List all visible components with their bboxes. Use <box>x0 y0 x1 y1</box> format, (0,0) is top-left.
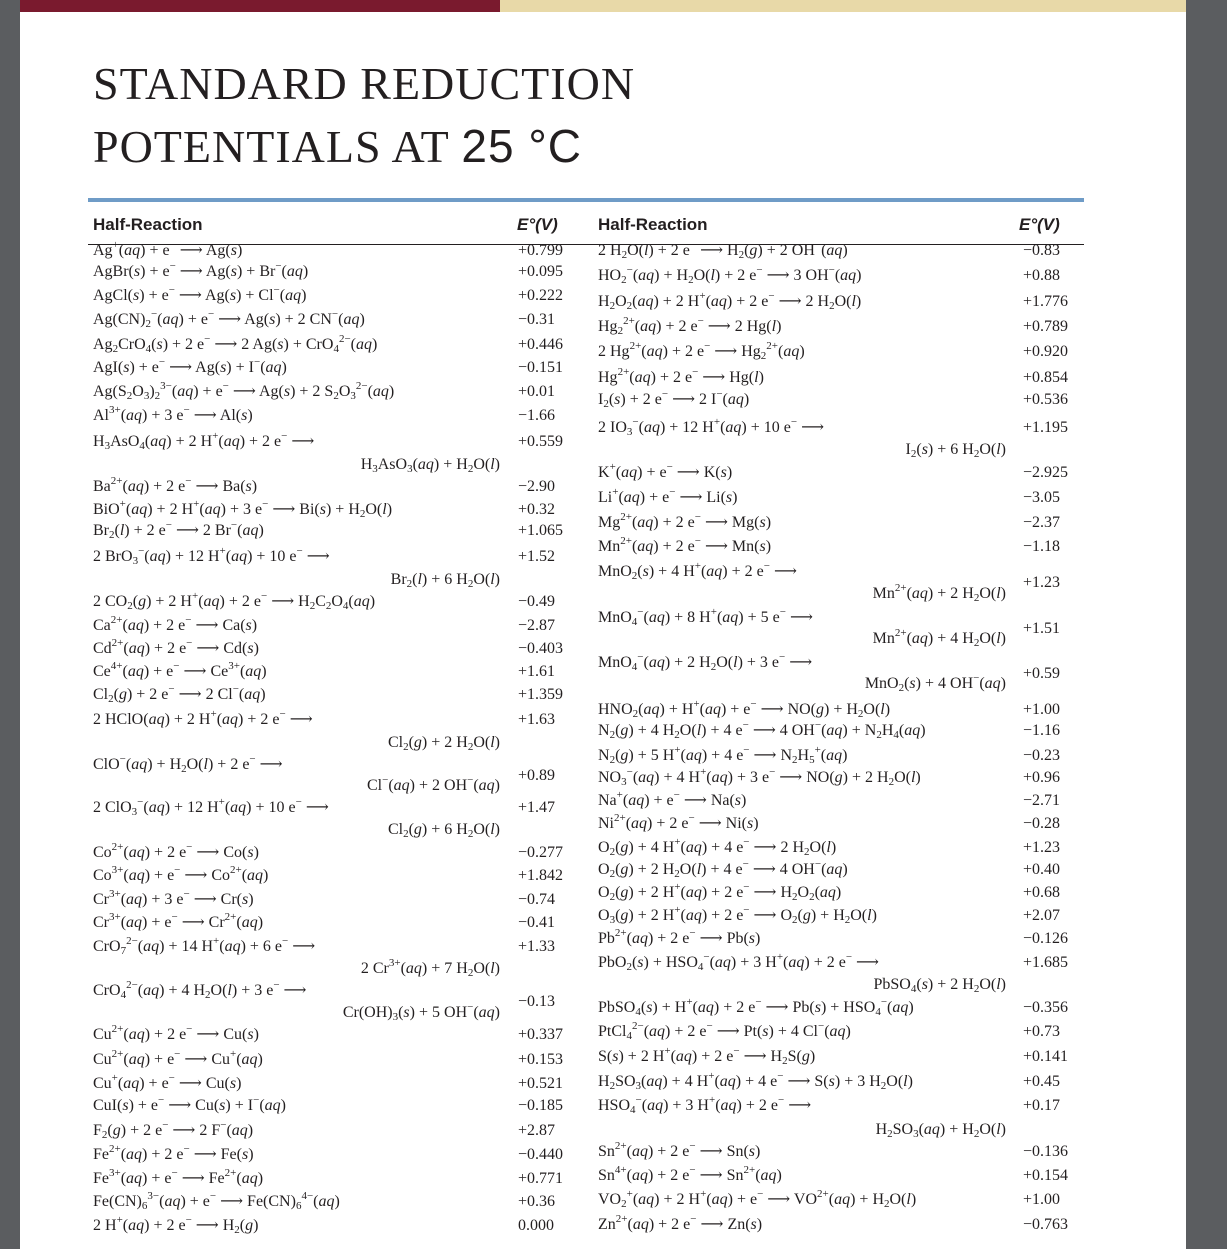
right-potential-value: +0.17 <box>1023 1097 1061 1114</box>
document-page <box>20 12 1186 1249</box>
left-potential-value: −0.440 <box>518 1146 564 1163</box>
right-half-reaction: $Hg^{2+}(aq) + 2$ e− ⟶ Hg(l) <box>598 366 764 386</box>
title-line-1: STANDARD REDUCTION <box>93 58 636 109</box>
left-potential-value: −0.74 <box>518 891 556 908</box>
left-half-reaction: $Fe(CN)_6^{3-}(aq) + e^-$ ⟶ $Fe(CN)_6^{4-}(aq)$ <box>93 1190 340 1212</box>
right-potential-value: −0.23 <box>1023 747 1061 764</box>
right-half-reaction: $Sn^{2+}(aq) + 2$ e− ⟶ Sn(s) <box>598 1140 761 1160</box>
left-potential-value: −0.49 <box>518 593 556 610</box>
right-half-reaction: $O_2(g) + 2$ $H_2O(l) + 4$ e− ⟶ 4 OH−(aq) <box>598 858 848 880</box>
right-potential-value: +0.141 <box>1023 1048 1069 1065</box>
left-potential-value: +0.095 <box>518 263 564 280</box>
left-potential-value: +0.799 <box>518 242 564 259</box>
right-half-reaction: K+(aq) + e− ⟶ K(s) <box>598 461 733 481</box>
left-potential-value: −0.41 <box>518 914 556 931</box>
left-potential-value: +0.89 <box>518 767 556 784</box>
left-potential-value: −0.185 <box>518 1097 564 1114</box>
left-half-reaction: $Cl_2(g) + 2$ e− ⟶ 2 Cl−(aq) <box>93 683 266 705</box>
right-potential-value: +0.73 <box>1023 1023 1061 1040</box>
right-half-reaction: $Ni^{2+}(aq) + 2$ e− ⟶ Ni(s) <box>598 812 759 832</box>
left-half-reaction: $ClO^-(aq) + H_2O(l) + 2$ e− ⟶ <box>93 753 283 775</box>
right-potential-value: −0.126 <box>1023 930 1069 947</box>
left-potential-value: −1.66 <box>518 407 556 424</box>
left-potential-value: 0.000 <box>518 1217 554 1234</box>
right-half-reaction: S(s) + 2 H+(aq) + 2 e− ⟶ $H_2S(g)$ <box>598 1045 816 1067</box>
left-potential-value: +0.559 <box>518 433 564 450</box>
left-potential-value: +0.36 <box>518 1193 556 1210</box>
right-potential-value: +0.40 <box>1023 861 1061 878</box>
left-half-reaction: CuI(s) + e− ⟶ Cu(s) + I−(aq) <box>93 1094 286 1114</box>
left-half-reaction: AgBr(s) + e− ⟶ Ag(s) + Br−(aq) <box>93 260 309 280</box>
right-half-reaction: $Sn^{4+}(aq) + 2$ e− ⟶ $Sn^{2+}(aq)$ <box>598 1164 782 1184</box>
left-potential-value: +0.446 <box>518 336 564 353</box>
left-potential-value: +1.065 <box>518 522 564 539</box>
right-header-potential: E°(V) <box>1019 215 1060 234</box>
left-potential-value: −2.87 <box>518 617 556 634</box>
left-potential-value: +1.63 <box>518 711 556 728</box>
left-header-potential: E°(V) <box>517 215 558 234</box>
left-potential-value: −0.277 <box>518 844 564 861</box>
right-half-reaction: $H_2SO_3(aq) + 4$ H+(aq) + 4 e− ⟶ S(s) + 3 $H_2O(l)$ <box>598 1070 913 1092</box>
left-potential-value: +0.153 <box>518 1051 564 1068</box>
left-half-reaction: $Ba^{2+}(aq) + 2$ e− ⟶ Ba(s) <box>93 475 258 495</box>
left-potential-value: +1.33 <box>518 938 556 955</box>
right-potential-value: +0.59 <box>1023 665 1061 682</box>
right-potential-value: +0.45 <box>1023 1073 1061 1090</box>
left-half-reaction: $Cu^{2+}(aq) + e^-$ ⟶ Cu+(aq) <box>93 1048 263 1068</box>
left-half-reaction: $Cd^{2+}(aq) + 2$ e− ⟶ Cd(s) <box>93 637 259 657</box>
right-half-reaction: $H_2O_2(aq) + 2$ H+(aq) + 2 e− ⟶ 2 $H_2O(l)$ <box>598 290 862 312</box>
left-potential-value: +0.222 <box>518 287 564 304</box>
left-half-reaction: 2 ClO$_3$−(aq) + 12 H+(aq) + 10 e− ⟶ <box>93 796 329 818</box>
right-half-reaction: $N_2(g) + 4$ $H_2O(l) + 4$ e− ⟶ 4 $OH^-(aq) + N_2H_4(aq)$ <box>598 719 926 741</box>
right-half-reaction: Li+(aq) + e− ⟶ Li(s) <box>598 486 738 506</box>
title-line-2 <box>93 115 635 178</box>
right-half-reaction: 2 $Hg^{2+}(aq) + 2$ e− ⟶ $Hg_2^{2+}(aq)$ <box>598 340 805 362</box>
right-potential-value: +0.789 <box>1023 318 1069 335</box>
right-header-half-reaction: Half-Reaction <box>598 215 708 234</box>
right-half-reaction: MnO$_4$−(aq) + 2 $H_2O(l) + 3$ e− ⟶ <box>598 651 813 673</box>
right-half-reaction: $N_2(g) + 5$ H+(aq) + 4 e− ⟶ $N_2H_5^+(aq)$ <box>598 744 848 766</box>
left-half-reaction: AgCl(s) + e− ⟶ Ag(s) + Cl−(aq) <box>93 284 307 304</box>
left-half-reaction: AgI(s) + e− ⟶ Ag(s) + I−(aq) <box>93 356 287 376</box>
top-color-bar-left <box>20 0 500 12</box>
left-header-half-reaction: Half-Reaction <box>93 215 203 234</box>
right-half-reaction-continuation: $Mn^{2+}(aq) + 4$ $H_2O(l)$ <box>872 627 1006 649</box>
right-potential-value: −2.71 <box>1023 792 1061 809</box>
left-potential-value: +2.87 <box>518 1122 556 1139</box>
left-potential-value: −0.31 <box>518 311 556 328</box>
right-half-reaction: 2 $IO_3^-(aq) + 12$ H+(aq) + 10 e− ⟶ <box>598 416 824 438</box>
left-half-reaction: $H_3AsO_4(aq) + 2$ H+(aq) + 2 e− ⟶ <box>93 430 315 452</box>
left-half-reaction-continuation: $H_3AsO_3(aq) + H_2O(l)$ <box>360 456 500 475</box>
left-potential-value: +1.842 <box>518 867 564 884</box>
right-half-reaction: $Hg_2^{2+}(aq) + 2$ e− ⟶ 2 Hg(l) <box>598 315 782 337</box>
right-half-reaction: 2 $H_2O(l) + 2$ e− ⟶ $H_2(g) + 2$ OH−(aq) <box>598 239 848 261</box>
page-title <box>93 52 635 178</box>
left-half-reaction: $Co^{3+}(aq) + e^-$ ⟶ $Co^{2+}(aq)$ <box>93 864 269 884</box>
left-half-reaction: $Cr^{3+}(aq) + 3$ e− ⟶ Cr(s) <box>93 888 254 908</box>
left-half-reaction: $Ca^{2+}(aq) + 2$ e− ⟶ Ca(s) <box>93 614 258 634</box>
right-potential-value: +0.154 <box>1023 1167 1069 1184</box>
left-potential-value: +0.521 <box>518 1075 564 1092</box>
right-potential-value: +1.51 <box>1023 620 1061 637</box>
left-half-reaction: $Ag(CN)_2^-(aq) + e^-$ ⟶ Ag(s) + 2 CN−(aq) <box>93 308 365 330</box>
left-potential-value: +0.337 <box>518 1026 564 1043</box>
right-half-reaction: $I_2(s) + 2$ e− ⟶ 2 I−(aq) <box>598 388 750 410</box>
left-half-reaction: 2 $CO_2(g) + 2$ H+(aq) + 2 e− ⟶ $H_2C_2O_4(aq)$ <box>93 590 376 612</box>
left-half-reaction: $Cu^{2+}(aq) + 2$ e− ⟶ Cu(s) <box>93 1023 259 1043</box>
left-half-reaction: $Co^{2+}(aq) + 2$ e− ⟶ Co(s) <box>93 841 259 861</box>
left-half-reaction-continuation: $Br_2(l) + 6$ $H_2O(l)$ <box>390 571 500 590</box>
right-potential-value: −0.763 <box>1023 1216 1069 1233</box>
right-potential-value: +1.685 <box>1023 954 1069 971</box>
left-potential-value: −0.13 <box>518 993 556 1010</box>
left-half-reaction: $Fe^{3+}(aq) + e^-$ ⟶ $Fe^{2+}(aq)$ <box>93 1167 264 1187</box>
right-potential-value: −1.16 <box>1023 722 1061 739</box>
left-half-reaction: 2 BrO$_3$−(aq) + 12 H+(aq) + 10 e− ⟶ <box>93 545 330 567</box>
right-half-reaction-continuation: $Mn^{2+}(aq) + 2$ $H_2O(l)$ <box>872 582 1006 604</box>
left-half-reaction-continuation: Cl−(aq) + 2 OH−(aq) <box>366 774 500 794</box>
right-potential-value: +0.854 <box>1023 369 1069 386</box>
right-half-reaction-continuation: $H_2SO_3(aq) + H_2O(l)$ <box>875 1121 1006 1140</box>
right-half-reaction: PtCl$_4^{2-}$(aq) + 2 e− ⟶ Pt(s) + 4 Cl−(aq) <box>598 1020 851 1042</box>
left-half-reaction-continuation: $Cr(OH)_3(s) + 5$ OH−(aq) <box>342 1001 500 1023</box>
header-top-rule <box>88 198 1084 202</box>
left-half-reaction: $Ag(S_2O_3)_2^{3-}(aq) + e^-$ ⟶ Ag(s) + 2 $S_2O_3^{2-}(aq)$ <box>93 380 395 402</box>
title-temperature: 25 °C <box>461 120 582 172</box>
right-potential-value: +1.23 <box>1023 574 1061 591</box>
right-half-reaction: $HO_2^-(aq) + H_2O(l) + 2$ e− ⟶ 3 OH−(aq) <box>598 264 862 286</box>
right-half-reaction: $HNO_2(aq) + H^+(aq) + e^-$ ⟶ $NO(g) + H_2O(l)$ <box>598 698 891 720</box>
left-potential-value: +0.771 <box>518 1170 564 1187</box>
right-half-reaction-continuation: PbSO$_4$(s) + 2 $H_2O(l)$ <box>873 976 1006 995</box>
left-half-reaction: $Br_2(l) + 2$ e− ⟶ 2 Br−(aq) <box>93 519 264 541</box>
left-half-reaction: Cu+(aq) + e− ⟶ Cu(s) <box>93 1072 242 1092</box>
right-half-reaction-continuation: $I_2(s) + 6$ $H_2O(l)$ <box>905 441 1006 460</box>
left-half-reaction: $F_2(g) + 2$ e− ⟶ 2 F−(aq) <box>93 1119 254 1141</box>
left-half-reaction: $Fe^{2+}(aq) + 2$ e− ⟶ Fe(s) <box>93 1143 254 1163</box>
right-half-reaction: MnO$_2$(s) + 4 H+(aq) + 2 e− ⟶ <box>598 560 797 582</box>
right-potential-value: −0.83 <box>1023 242 1061 259</box>
right-potential-value: −0.28 <box>1023 815 1061 832</box>
left-half-reaction: CrO$_7^{2-}$(aq) + 14 H+(aq) + 6 e− ⟶ <box>93 935 316 957</box>
left-half-reaction: Ag+(aq) + e− ⟶ Ag(s) <box>93 239 243 259</box>
left-potential-value: +0.32 <box>518 501 556 518</box>
left-potential-value: +1.61 <box>518 663 556 680</box>
right-potential-value: −0.356 <box>1023 999 1069 1016</box>
right-potential-value: −2.37 <box>1023 514 1061 531</box>
left-potential-value: +1.52 <box>518 548 556 565</box>
left-half-reaction-continuation: $Cl_2(g) + 2$ $H_2O(l)$ <box>387 734 500 753</box>
right-potential-value: +2.07 <box>1023 907 1061 924</box>
right-potential-value: +0.536 <box>1023 391 1069 408</box>
left-half-reaction-continuation: $Cl_2(g) + 6$ $H_2O(l)$ <box>387 821 500 840</box>
right-potential-value: +1.00 <box>1023 1191 1061 1208</box>
left-half-reaction: $Ce^{4+}(aq) + e^-$ ⟶ $Ce^{3+}(aq)$ <box>93 660 267 680</box>
right-half-reaction: $O_3(g) + 2$ H+(aq) + 2 e− ⟶ $O_2(g) + H_2O(l)$ <box>598 904 877 926</box>
left-half-reaction: $Al^{3+}(aq) + 3$ e− ⟶ Al(s) <box>93 404 253 424</box>
left-potential-value: +1.359 <box>518 686 564 703</box>
left-half-reaction: CrO$_4^{2-}$(aq) + 4 $H_2O(l) + 3$ e− ⟶ <box>93 979 307 1001</box>
right-half-reaction: $Zn^{2+}(aq) + 2$ e− ⟶ Zn(s) <box>598 1213 763 1233</box>
right-half-reaction: Na+(aq) + e− ⟶ Na(s) <box>598 789 747 809</box>
right-potential-value: −2.925 <box>1023 464 1069 481</box>
left-half-reaction: $Cr^{3+}(aq) + e^-$ ⟶ $Cr^{2+}(aq)$ <box>93 911 264 931</box>
right-potential-value: +1.776 <box>1023 293 1069 310</box>
right-half-reaction: MnO$_4$−(aq) + 8 H+(aq) + 5 e− ⟶ <box>598 606 813 628</box>
left-potential-value: −0.403 <box>518 640 564 657</box>
left-half-reaction-continuation: 2 $Cr^{3+}(aq) + 7$ $H_2O(l)$ <box>360 957 500 979</box>
title-line-2-text: POTENTIALS AT <box>93 121 462 172</box>
right-half-reaction: PbSO$_4$(s) + H+(aq) + 2 e− ⟶ $Pb(s) + HSO_4^-(aq)$ <box>598 996 914 1018</box>
left-potential-value: +0.01 <box>518 383 556 400</box>
right-half-reaction: $Mg^{2+}(aq) + 2$ e− ⟶ Mg(s) <box>598 511 772 531</box>
right-half-reaction: $NO_3^-(aq) + 4$ H+(aq) + 3 e− ⟶ NO(g) + 2 $H_2O(l)$ <box>598 766 921 788</box>
left-half-reaction: 2 H+(aq) + 2 e− ⟶ $H_2(g)$ <box>93 1214 259 1236</box>
right-potential-value: +1.00 <box>1023 701 1061 718</box>
left-half-reaction: 2 HClO(aq) + 2 H+(aq) + 2 e− ⟶ <box>93 708 313 728</box>
right-half-reaction: $Mn^{2+}(aq) + 2$ e− ⟶ Mn(s) <box>598 535 772 555</box>
right-half-reaction: $VO_2^+(aq) + 2$ H+(aq) + e− ⟶ $VO^{2+}(aq) + H_2O(l)$ <box>598 1188 917 1210</box>
right-half-reaction-continuation: MnO$_2$(s) + 4 OH−(aq) <box>864 672 1006 694</box>
right-potential-value: −0.136 <box>1023 1143 1069 1160</box>
right-potential-value: +0.96 <box>1023 769 1061 786</box>
right-half-reaction: $HSO_4^-(aq) + 3$ H+(aq) + 2 e− ⟶ <box>598 1094 812 1116</box>
left-potential-value: −2.90 <box>518 478 556 495</box>
right-half-reaction: $O_2(g) + 2$ H+(aq) + 2 e− ⟶ $H_2O_2(aq)$ <box>598 881 842 903</box>
left-potential-value: −0.151 <box>518 359 564 376</box>
left-half-reaction: BiO+(aq) + 2 H+(aq) + 3 e− ⟶ $Bi(s) + H_2O(l)$ <box>93 498 393 520</box>
right-half-reaction: $O_2(g) + 4$ H+(aq) + 4 e− ⟶ 2 $H_2O(l)$ <box>598 836 837 858</box>
right-potential-value: +1.195 <box>1023 419 1069 436</box>
right-potential-value: +1.23 <box>1023 839 1061 856</box>
right-potential-value: +0.920 <box>1023 343 1069 360</box>
left-potential-value: +1.47 <box>518 799 556 816</box>
top-color-bar-right <box>500 0 1186 12</box>
right-potential-value: −1.18 <box>1023 538 1061 555</box>
right-half-reaction: $PbO_2(s) + HSO_4^-(aq) + 3$ H+(aq) + 2 e− ⟶ <box>598 951 879 973</box>
left-half-reaction: $Ag_2CrO_4(s) + 2$ e− ⟶ 2 Ag(s) + CrO$_4^{2-}$(aq) <box>93 333 378 355</box>
right-potential-value: +0.88 <box>1023 267 1061 284</box>
right-potential-value: −3.05 <box>1023 489 1061 506</box>
right-potential-value: +0.68 <box>1023 884 1061 901</box>
right-half-reaction: $Pb^{2+}(aq) + 2$ e− ⟶ Pb(s) <box>598 927 761 947</box>
